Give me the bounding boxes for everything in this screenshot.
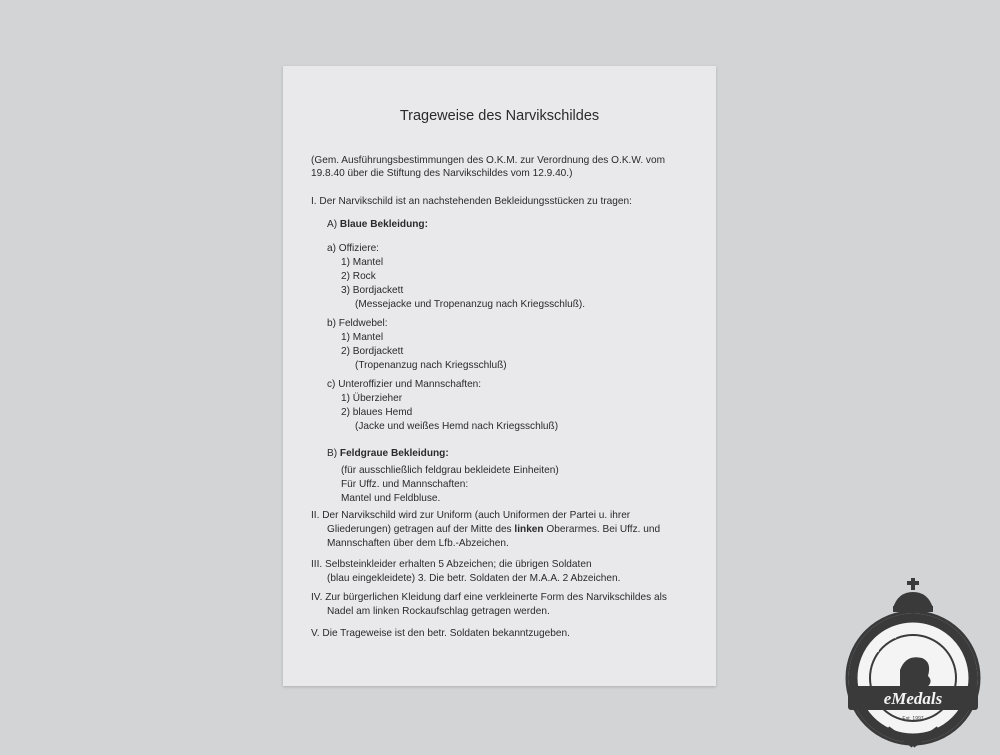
officers-item-3: 3) Bordjackett xyxy=(341,285,404,296)
seal-graphic xyxy=(838,578,988,750)
ncos-heading: c) Unteroffizier und Mannschaften: xyxy=(327,379,482,390)
ncos-item-1: 1) Überzieher xyxy=(341,393,403,404)
subsection-b-bold: Feldgraue Bekleidung: xyxy=(339,448,449,459)
section-3-line-2: (blau eingekleidete) 3. Die betr. Soldaten der M.A.A. 2 Abzeichen. xyxy=(327,573,621,584)
section-4-line-1: IV. Zur bürgerlichen Kleidung darf eine verkleinerte Form des Narvikschildes als xyxy=(311,592,667,603)
seal-est-text: Est. 1997 xyxy=(902,716,924,722)
sergeants-note: (Tropenanzug nach Kriegsschluß) xyxy=(355,360,507,371)
officers-heading: a) Offiziere: xyxy=(327,243,379,254)
officers-note: (Messejacke und Tropenanzug nach Kriegsschluß). xyxy=(355,299,586,310)
section-2-line-2 xyxy=(327,523,660,536)
subsection-b-prefix: B) xyxy=(327,448,340,459)
sergeants-item-2: 2) Bordjackett xyxy=(341,346,404,357)
field-grey-line-2: Für Uffz. und Mannschaften: xyxy=(341,479,469,490)
emedals-watermark-seal xyxy=(838,578,988,750)
intro-line-1: (Gem. Ausführungsbestimmungen des O.K.M. zur Verordnung des O.K.W. vom xyxy=(311,155,665,166)
ncos-item-2: 2) blaues Hemd xyxy=(341,407,413,418)
seal-ring-text: Purveyors of Authentic Militaria xyxy=(860,624,963,671)
seal-brand-text: eMedals xyxy=(883,689,943,708)
document-title: Trageweise des Narvikschildes xyxy=(399,108,600,124)
section-2-line-1: II. Der Narvikschild wird zur Uniform (auch Uniformen der Partei u. ihrer xyxy=(311,510,631,521)
section-4-line-2: Nadel am linken Rockaufschlag getragen werden. xyxy=(327,606,550,617)
section-2-line-2-pre: Gliederungen) getragen auf der Mitte des xyxy=(327,524,515,535)
sergeants-heading: b) Feldwebel: xyxy=(327,318,388,329)
officers-item-1: 1) Mantel xyxy=(341,257,384,268)
ncos-note: (Jacke und weißes Hemd nach Kriegsschluß) xyxy=(355,421,559,432)
document-page xyxy=(283,66,716,686)
subsection-a-prefix: A) xyxy=(327,219,340,230)
field-grey-line-1: (für ausschließlich feldgrau bekleidete Einheiten) xyxy=(341,465,559,476)
section-3-line-1: III. Selbsteinkleider erhalten 5 Abzeichen; die übrigen Soldaten xyxy=(311,559,592,570)
intro-line-2: 19.8.40 über die Stiftung des Narvikschildes vom 12.9.40.) xyxy=(311,168,573,179)
field-grey-line-3: Mantel und Feldbluse. xyxy=(341,493,441,504)
subsection-a-heading xyxy=(327,218,428,231)
section-2-bold-word: linken xyxy=(514,524,544,535)
section-1-heading: I. Der Narvikschild ist an nachstehenden Bekleidungsstücken zu tragen: xyxy=(311,196,632,207)
section-2-line-2-post: Oberarmes. Bei Uffz. und xyxy=(543,524,661,535)
section-5-line-1: V. Die Trageweise ist den betr. Soldaten bekanntzugeben. xyxy=(311,628,570,639)
section-2-line-3: Mannschaften über dem Lfb.-Abzeichen. xyxy=(327,538,509,549)
subsection-a-bold: Blaue Bekleidung: xyxy=(339,219,428,230)
subsection-b-heading xyxy=(327,447,449,460)
crown-icon xyxy=(893,578,933,612)
sergeants-item-1: 1) Mantel xyxy=(341,332,384,343)
officers-item-2: 2) Rock xyxy=(341,271,376,282)
